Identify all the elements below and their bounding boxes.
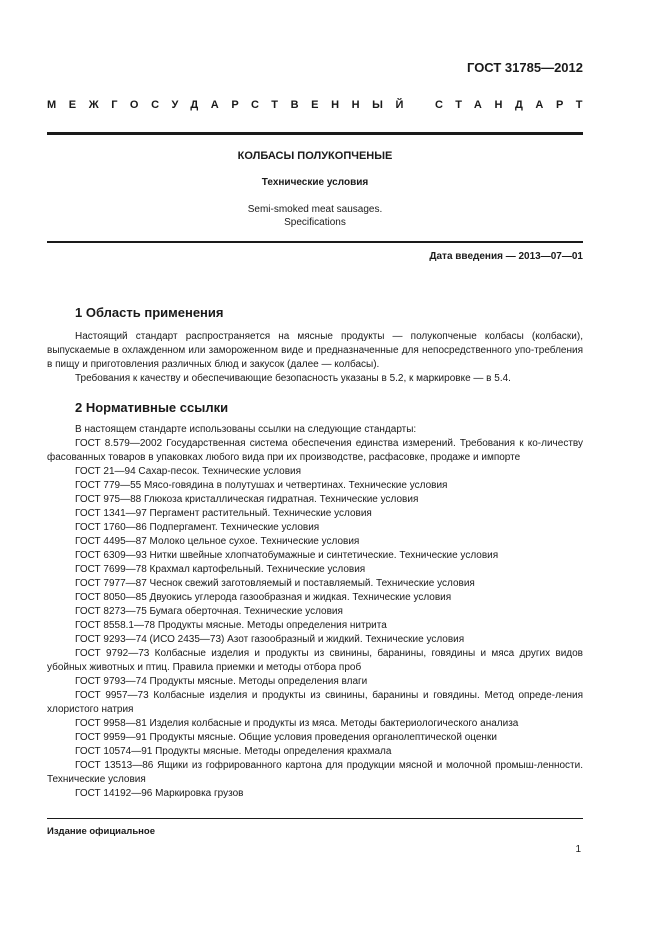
reference-item: ГОСТ 7977—87 Чеснок свежий заготовляемый и поставляемый. Технические условия <box>75 578 475 589</box>
reference-item: ГОСТ 21—94 Сахар-песок. Технические условия <box>75 466 302 477</box>
reference-item: ГОСТ 1341—97 Пергамент растительный. Технические условия <box>75 508 372 519</box>
interstate-label: МЕЖГОСУДАРСТВЕННЫЙ <box>47 99 417 111</box>
standard-label: СТАНДАРТ <box>435 99 596 111</box>
reference-item: ГОСТ 8050—85 Двуокись углерода газообразная и жидкая. Технические условия <box>75 592 452 603</box>
english-title <box>47 203 583 229</box>
reference-item: ГОСТ 6309—93 Нитки швейные хлопчатобумажные и синтетические. Технические условия <box>75 550 499 561</box>
section-2-body <box>47 423 583 801</box>
section-1-paragraph-1: Настоящий стандарт распространяется на мясные продукты — полукопченые колбасы (колбаски), выпускаемые в охлажденном или замороженном виде и предназначенные для непосредственного упо-требления в пищу и приготовления различных блюд и закусок (далее — колбасы). <box>47 331 583 370</box>
reference-item: ГОСТ 10574—91 Продукты мясные. Методы определения крахмала <box>75 746 392 757</box>
official-edition-note: Издание официальное <box>47 826 155 837</box>
reference-item: ГОСТ 7699—78 Крахмал картофельный. Технические условия <box>75 564 366 575</box>
reference-item: ГОСТ 975—88 Глюкоза кристаллическая гидратная. Технические условия <box>75 494 419 505</box>
document-subtitle: Технические условия <box>261 177 369 188</box>
section-1-paragraph-2: Требования к качеству и обеспечивающие безопасность указаны в 5.2, к маркировке — в 5.4. <box>75 373 511 384</box>
section-1-heading: 1 Область применения <box>75 305 224 320</box>
reference-item: ГОСТ 4495—87 Молоко цельное сухое. Технические условия <box>75 536 360 547</box>
reference-item: ГОСТ 9293—74 (ИСО 2435—73) Азот газообразный и жидкий. Технические условия <box>75 634 465 645</box>
reference-item: ГОСТ 8558.1—78 Продукты мясные. Методы определения нитрита <box>75 620 387 631</box>
reference-item: ГОСТ 9958—81 Изделия колбасные и продукты из мяса. Методы бактериологического анализа <box>75 718 519 729</box>
reference-item: ГОСТ 9792—73 Колбасные изделия и продукты из свинины, баранины, говядины и мяса других видов убойных животных и птиц. Правила приемки и методы отбора проб <box>47 648 583 673</box>
reference-item: ГОСТ 779—55 Мясо-говядина в полутушах и четвертинах. Технические условия <box>75 480 448 491</box>
footer-divider <box>47 818 583 819</box>
introduction-date: Дата введения — 2013—07—01 <box>429 251 583 262</box>
reference-item: ГОСТ 8.579—2002 Государственная система обеспечения единства измерений. Требования к ко-личеству фасованных товаров в упаковках любого вида при их производстве, расфасовке, продаже и импорте <box>47 438 583 463</box>
english-title-line1: Semi-smoked meat sausages. <box>247 204 383 215</box>
reference-item: ГОСТ 9793—74 Продукты мясные. Методы определения влаги <box>75 676 368 687</box>
section-2-intro: В настоящем стандарте использованы ссылки на следующие стандарты: <box>75 424 417 435</box>
reference-item: ГОСТ 9957—73 Колбасные изделия и продукты из свинины, баранины и говядины. Метод опреде-ления хлористого натрия <box>47 690 583 715</box>
reference-item: ГОСТ 8273—75 Бумага оберточная. Технические условия <box>75 606 343 617</box>
title-divider <box>47 241 583 243</box>
document-title: КОЛБАСЫ ПОЛУКОПЧЕНЫЕ <box>237 150 393 162</box>
reference-item: ГОСТ 9959—91 Продукты мясные. Общие условия проведения органолептической оценки <box>75 732 497 743</box>
header-divider <box>47 132 583 135</box>
section-1-body <box>47 330 583 386</box>
reference-item: ГОСТ 1760—86 Подпергамент. Технические условия <box>75 522 320 533</box>
reference-item: ГОСТ 13513—86 Ящики из гофрированного картона для продукции мясной и молочной промыш-ленности. Технические условия <box>47 760 583 785</box>
document-code: ГОСТ 31785—2012 <box>467 60 583 75</box>
english-title-line2: Specifications <box>284 217 346 228</box>
reference-item: ГОСТ 14192—96 Маркировка грузов <box>75 788 244 799</box>
normative-references-list <box>47 437 583 801</box>
page-number: 1 <box>575 844 581 855</box>
section-2-heading: 2 Нормативные ссылки <box>75 400 229 415</box>
